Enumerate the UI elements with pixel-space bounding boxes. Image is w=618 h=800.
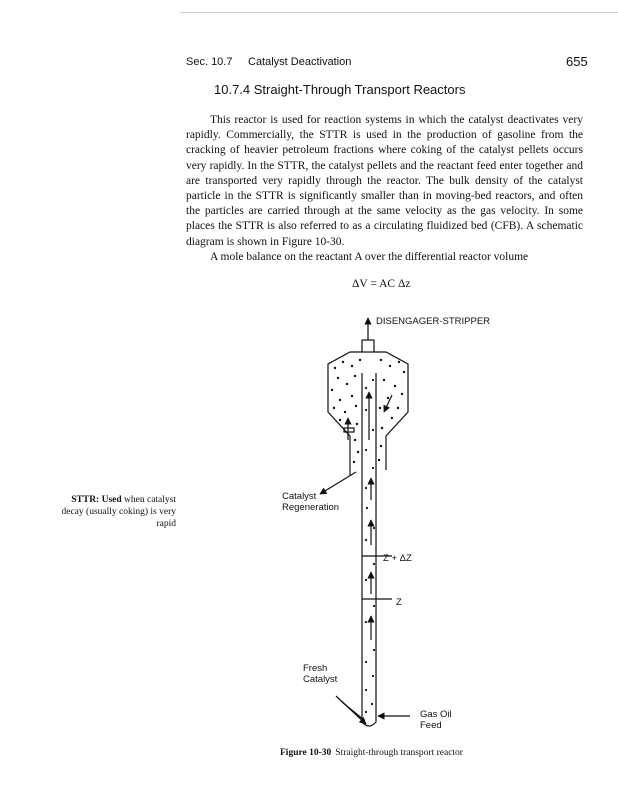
label-regen-line1: Catalyst xyxy=(282,491,317,502)
disengager-vessel xyxy=(328,352,408,475)
particle xyxy=(354,439,356,441)
caption-text: Straight-through transport reactor xyxy=(335,748,463,758)
particle xyxy=(339,419,341,421)
particle xyxy=(383,379,385,381)
particle xyxy=(372,675,374,677)
particle xyxy=(380,359,382,361)
equation: ΔV = AC Δz xyxy=(352,278,411,290)
particle xyxy=(344,411,346,413)
particle xyxy=(389,365,391,367)
particle xyxy=(373,605,375,607)
particle xyxy=(373,527,375,529)
particle xyxy=(378,459,380,461)
particle xyxy=(365,387,367,389)
particle xyxy=(337,377,339,379)
particle xyxy=(342,361,344,363)
particle xyxy=(379,407,381,409)
particle xyxy=(365,689,367,691)
particle xyxy=(366,507,368,509)
label-disengager: DISENGAGER-STRIPPER xyxy=(376,316,491,327)
particle xyxy=(372,429,374,431)
margin-note-bold: STTR: Used xyxy=(71,495,122,505)
caption-number: Figure 10-30 xyxy=(280,748,332,758)
particle xyxy=(403,371,405,373)
particle xyxy=(356,423,358,425)
figure-caption xyxy=(280,748,463,758)
page-number: 655 xyxy=(566,54,588,69)
running-header-title: Catalyst Deactivation xyxy=(248,56,352,68)
label-regen-line2: Regeneration xyxy=(282,502,340,513)
particle xyxy=(394,385,396,387)
label-gas-oil-feed xyxy=(420,709,452,731)
particle xyxy=(365,539,367,541)
top-rule xyxy=(180,12,618,13)
particle xyxy=(373,563,375,565)
margin-note-text: when catalyst decay (usually coking) is very rapid xyxy=(61,495,176,529)
label-gas-line2: Feed xyxy=(420,720,442,731)
particle xyxy=(351,395,353,397)
particle xyxy=(365,621,367,623)
label-fresh-catalyst xyxy=(303,663,337,685)
particle xyxy=(398,361,400,363)
particle xyxy=(357,451,359,453)
particle xyxy=(365,579,367,581)
particle xyxy=(371,703,373,705)
label-z: Z xyxy=(396,597,402,608)
label-gas-line1: Gas Oil xyxy=(420,709,452,720)
running-header-section: Sec. 10.7 xyxy=(186,56,233,68)
particle xyxy=(401,393,403,395)
particle xyxy=(353,461,355,463)
particle xyxy=(354,375,356,377)
paragraph: This reactor is used for reaction systems in which the catalyst deactivates very rapidly. Commercially, the STTR is used in the production of gasoline from the cracking of heavier petroleum fractions where coking of the catalyst pellets occurs very rapidly. In the STTR, the catalyst pellets and the reactant feed enter together and are transported very rapidly through the reactor. The bulk density of the catalyst particle in the STTR is significantly smaller than in moving-bed reactors, and often the particles are carried through at the same velocity as the gas velocity. In some places the STTR is also referred to as a circulating fluidized bed (CFB). A schematic diagram is shown in Figure 10-30. xyxy=(186,114,583,248)
margin-note xyxy=(60,494,176,530)
particle xyxy=(346,383,348,385)
section-heading: 10.7.4 Straight-Through Transport Reactors xyxy=(214,82,466,97)
particle xyxy=(355,405,357,407)
label-z-plus-dz: Z + ΔZ xyxy=(383,553,412,564)
particle xyxy=(372,379,374,381)
body-text xyxy=(186,113,583,265)
catalyst-particles xyxy=(331,359,405,713)
particle xyxy=(391,417,393,419)
particle xyxy=(365,487,367,489)
particle xyxy=(387,397,389,399)
particle xyxy=(339,399,341,401)
particle xyxy=(333,407,335,409)
particle xyxy=(380,445,382,447)
particle xyxy=(359,359,361,361)
particle xyxy=(373,649,375,651)
sttr-schematic xyxy=(270,305,470,745)
particle xyxy=(334,367,336,369)
particle xyxy=(372,467,374,469)
label-fresh-line2: Catalyst xyxy=(303,674,338,685)
particle xyxy=(397,407,399,409)
paragraph: A mole balance on the reactant A over the differential reactor volume xyxy=(210,250,529,263)
label-fresh-line1: Fresh xyxy=(303,663,328,674)
label-catalyst-regeneration xyxy=(282,491,339,513)
fresh-catalyst-arrow-2 xyxy=(342,702,364,720)
particle xyxy=(365,661,367,663)
particle xyxy=(365,449,367,451)
particle xyxy=(365,711,367,713)
outlet-nozzle xyxy=(362,340,374,352)
particle xyxy=(351,365,353,367)
particle xyxy=(381,427,383,429)
particle xyxy=(331,389,333,391)
particle xyxy=(365,409,367,411)
